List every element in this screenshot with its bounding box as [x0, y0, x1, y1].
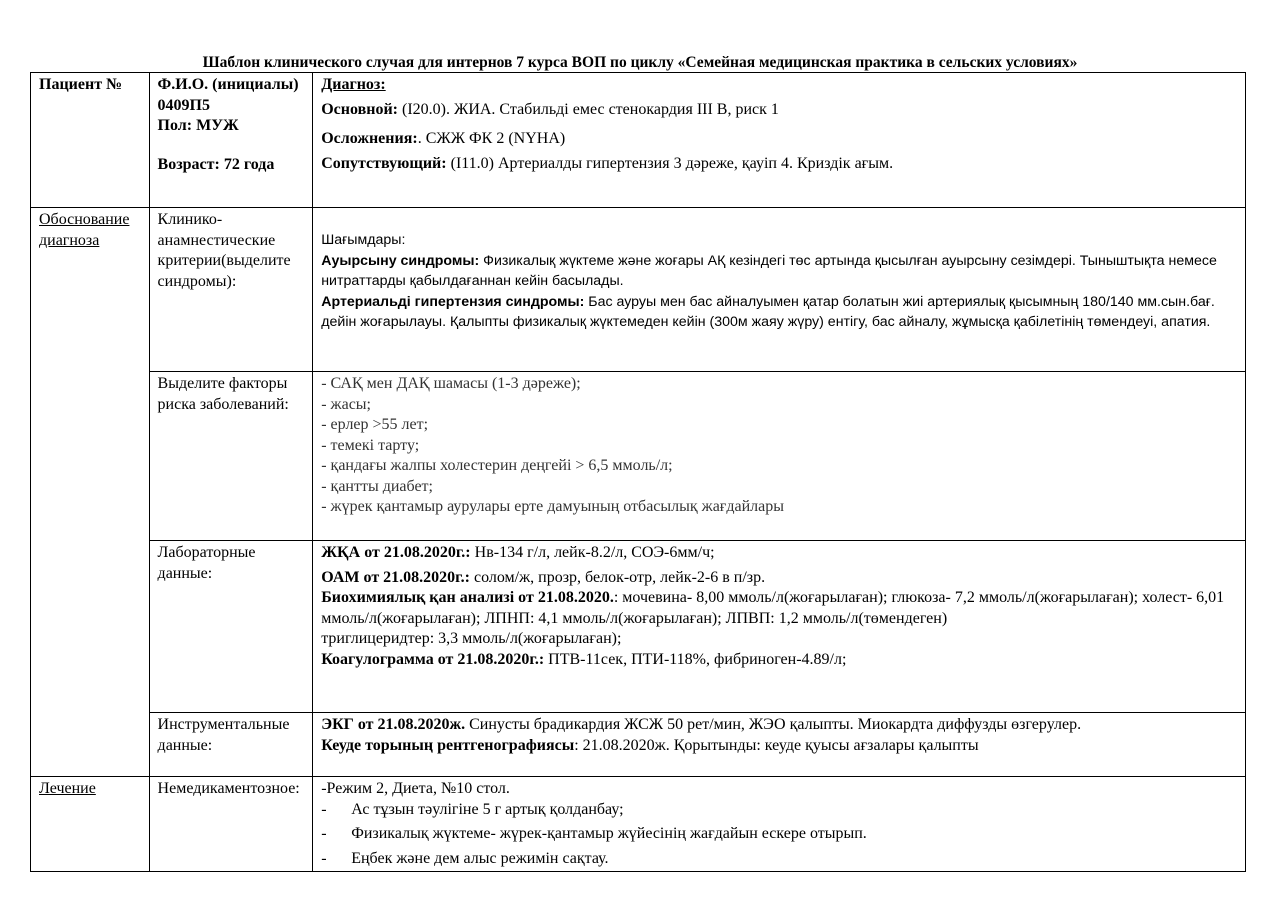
coagulogram-text: ПТВ-11сек, ПТИ-118%, фибриноген-4.89/л;	[544, 650, 847, 668]
main-diagnosis-label: Основной:	[321, 100, 398, 118]
lab-row	[31, 541, 1246, 713]
lab-label-cell	[149, 541, 313, 713]
treatment-item: - Ас тұзын тәулігіне 5 г артық қолданбау;	[321, 800, 1237, 821]
patient-info-cell	[149, 73, 313, 208]
list-dash: -	[321, 849, 327, 867]
xray-label: Кеуде торының рентгенографиясы	[321, 736, 575, 754]
hypertension-syndrome-text: Бас ауруы мен бас айналуымен қатар болатын жиі артериялық қысымның 180/140 мм.сын.бағ. дейін жоғарылауы. Қалыпты физикалық жүктемеден кейін (300м жаяу жүру) ентігу, бас айналу, жұмысқа қабілетінің төмендеуі, апатия.	[321, 293, 1215, 330]
instrumental-label: Инструментальные данные:	[157, 716, 290, 754]
cbc-text: Нв-134 г/л, лейк-8.2/л, СОЭ-6мм/ч;	[470, 544, 715, 561]
instrumental-data-cell	[313, 713, 1246, 777]
lab-data-cell	[313, 541, 1246, 713]
diagnosis-cell	[313, 73, 1246, 208]
instrumental-label-cell	[149, 713, 313, 777]
main-diagnosis-text: (I20.0). ЖИА. Стабильді емес стенокардия III B, риск 1	[398, 100, 779, 118]
risk-factor-item: - жасы;	[321, 395, 371, 413]
risk-factors-row	[31, 372, 1246, 541]
treatment-item: - Физикалық жүктеме- жүрек-қантамыр жүйесінің жағдайын ескере отырып.	[321, 824, 1237, 845]
pain-syndrome-text: Физикалық жүктеме және жоғары АҚ кезіндегі төс артында қысылған ауырсыну сезімдері. Тыныштықта немесе нитраттарды қабылдағаннан кейін басылады.	[321, 252, 1217, 289]
treatment-label: Лечение	[39, 780, 96, 797]
treatment-row	[31, 777, 1246, 872]
concomitant-label: Сопутствующий:	[321, 154, 447, 172]
list-dash: -	[321, 825, 327, 842]
patient-label-cell	[31, 73, 150, 208]
coagulogram-label: Коагулограмма от 21.08.2020г.:	[321, 650, 545, 668]
nonmed-label-cell	[149, 777, 313, 872]
urinalysis-text: солом/ж, прозр, белок-отр, лейк-2-6 в п/зр.	[469, 568, 766, 586]
justification-label-2: диагноза	[39, 231, 100, 249]
risk-factor-item: - қандағы жалпы холестерин деңгейі > 6,5 ммоль/л;	[321, 457, 673, 474]
clinical-criteria-label-cell	[149, 208, 313, 372]
biochemistry-text: : мочевина- 8,00 ммоль/л(жоғарылаған); глюкоза- 7,2 ммоль/л(жоғарылаған); холест- 6,01 ммоль/л(жоғарылаған); ЛПНП: 4,1 ммоль/л(жоғарылаған); ЛПВП: 1,2 ммоль/л(төмендеген)	[321, 589, 1225, 627]
justification-label-1: Обоснование	[39, 211, 130, 228]
clinical-case-table	[30, 72, 1246, 872]
clinical-criteria-row	[31, 208, 1246, 372]
diagnosis-heading: Диагноз:	[321, 76, 386, 93]
xray-text: : 21.08.2020ж. Қорытынды: кеуде қуысы ағзалары қалыпты	[574, 736, 979, 754]
instrumental-row	[31, 713, 1246, 777]
patient-sex: Пол: МУЖ	[157, 117, 239, 134]
hypertension-syndrome-label: Артериальді гипертензия синдромы:	[321, 293, 585, 310]
risk-factors-cell	[313, 372, 1246, 541]
patient-id: 0409П5	[157, 96, 210, 114]
fio-label: Ф.И.О. (инициалы)	[157, 76, 299, 93]
ecg-label: ЭКГ от 21.08.2020ж.	[321, 716, 466, 733]
complications-label: Осложнения:	[321, 130, 418, 147]
risk-factor-item: - темекі тарту;	[321, 436, 420, 454]
patient-label: Пациент №	[39, 76, 123, 93]
urinalysis-label: ОАМ от 21.08.2020г.:	[321, 568, 470, 586]
risk-factors-label: Выделите факторы риска заболеваний:	[157, 375, 289, 413]
page-title: Шаблон клинического случая для интернов 7 курса ВОП по циклу «Семейная медицинская практика в сельских условиях»	[202, 54, 1078, 71]
triglycerides-text: триглицеридтер: 3,3 ммоль/л(жоғарылаған);	[321, 630, 622, 647]
concomitant-text: (I11.0) Артериалды гипертензия 3 дәреже, қауіп 4. Криздік ағым.	[446, 154, 894, 172]
treatment-cell	[313, 777, 1246, 872]
list-dash: -	[321, 800, 327, 818]
cbc-label: ЖҚА от 21.08.2020г.:	[321, 544, 471, 561]
complications-text: . СЖЖ ФК 2 (NYHA)	[417, 130, 566, 147]
patient-age: Возраст: 72 года	[157, 155, 275, 173]
nonmed-label: Немедикаментозное:	[157, 780, 300, 797]
pain-syndrome-label: Ауырсыну синдромы:	[321, 252, 480, 269]
regimen-text: -Режим 2, Диета, №10 стол.	[321, 780, 510, 797]
patient-row	[31, 73, 1246, 208]
clinical-criteria-label: Клинико-анамнестические критерии(выделите синдромы):	[157, 211, 291, 290]
risk-factor-item: - САҚ мен ДАҚ шамасы (1-3 дәреже);	[321, 375, 581, 392]
lab-label: Лабораторные данные:	[157, 544, 256, 582]
biochemistry-label: Биохимиялық қан анализі от 21.08.2020.	[321, 589, 614, 606]
risk-factor-item: - қантты диабет;	[321, 477, 433, 495]
treatment-item: - Еңбек және дем алыс режимін сақтау.	[321, 849, 1237, 870]
risk-factor-item: - ерлер >55 лет;	[321, 416, 429, 433]
justification-label-cell	[31, 208, 150, 777]
ecg-text: Синусты брадикардия ЖСЖ 50 рет/мин, ЖЭО қалыпты. Миокардта диффузды өзгерулер.	[465, 716, 1082, 733]
treatment-label-cell	[31, 777, 150, 872]
complaints-cell	[313, 208, 1246, 372]
complaints-heading: Шағымдары:	[321, 232, 406, 248]
risk-factor-item: - жүрек қантамыр аурулары ерте дамуының отбасылық жағдайлары	[321, 498, 785, 515]
risk-factors-label-cell	[149, 372, 313, 541]
